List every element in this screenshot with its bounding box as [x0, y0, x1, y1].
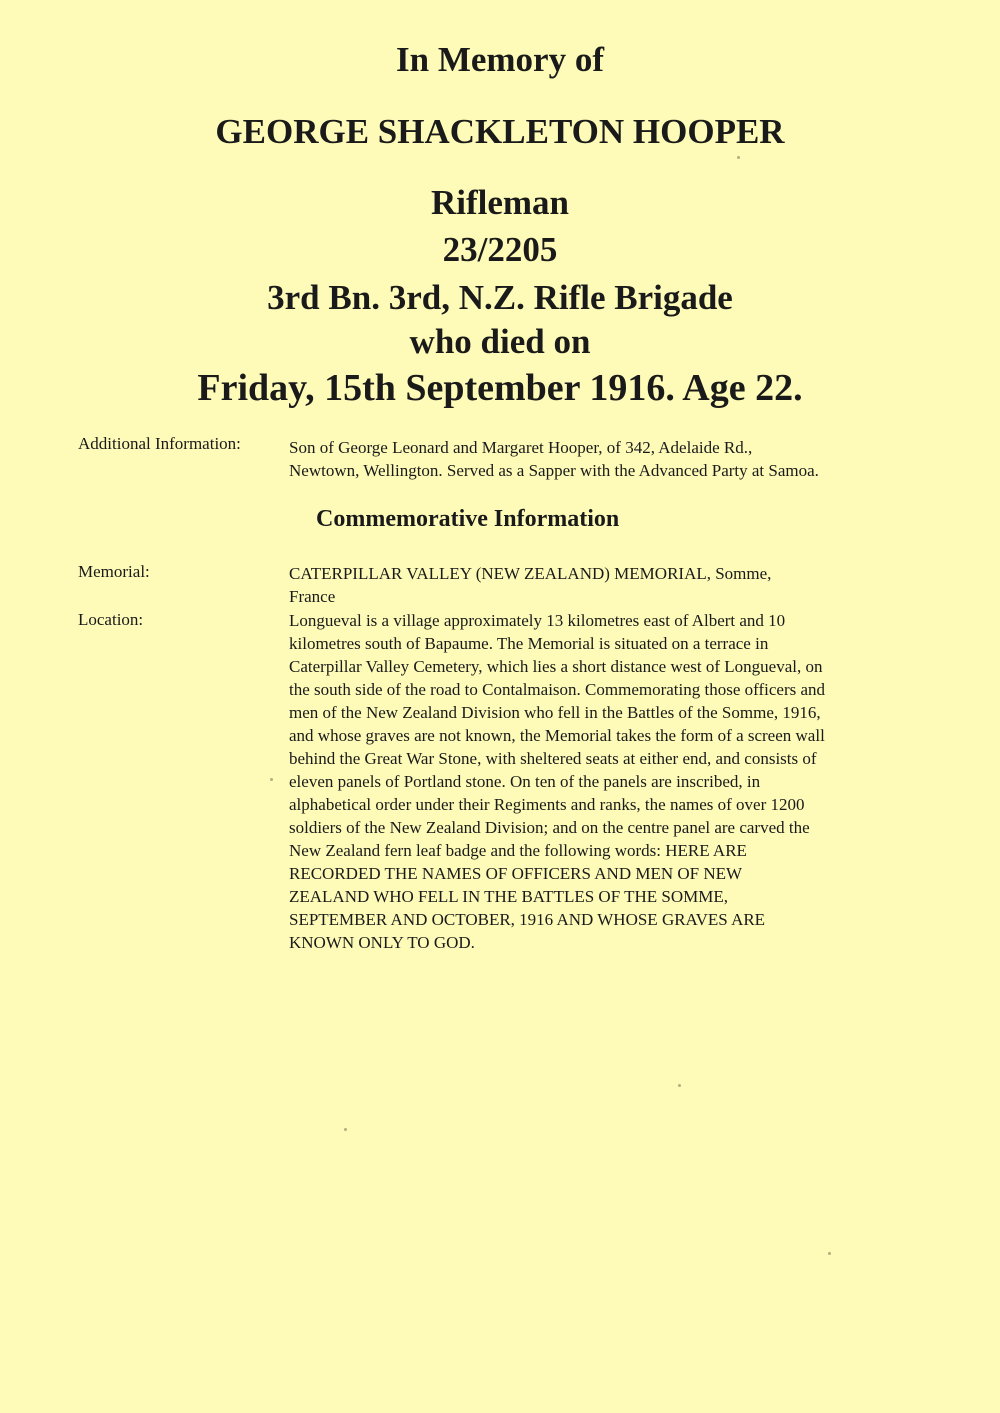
unit: 3rd Bn. 3rd, N.Z. Rifle Brigade	[267, 278, 733, 317]
paper-speck	[678, 1084, 681, 1087]
location-line: New Zealand fern leaf badge and the following words: HERE ARE	[289, 841, 747, 860]
died-line: who died on	[409, 322, 591, 361]
location-line: ZEALAND WHO FELL IN THE BATTLES OF THE SOMME,	[289, 887, 728, 906]
memorial-line: CATERPILLAR VALLEY (NEW ZEALAND) MEMORIAL, Somme,	[289, 564, 772, 583]
memorial-label: Memorial:	[78, 562, 150, 581]
location-line: Caterpillar Valley Cemetery, which lies a short distance west of Longueval, on	[289, 657, 823, 676]
additional-line: Newtown, Wellington. Served as a Sapper with the Advanced Party at Samoa.	[289, 461, 819, 480]
location-label: Location:	[78, 610, 144, 629]
location-line: men of the New Zealand Division who fell in the Battles of the Somme, 1916,	[289, 703, 821, 722]
location-line: Longueval is a village approximately 13 kilometres east of Albert and 10	[289, 611, 786, 630]
location-line: the south side of the road to Contalmaison. Commemorating those officers and	[289, 680, 826, 699]
rank: Rifleman	[430, 183, 570, 222]
commemorative-heading: Commemorative Information	[316, 506, 620, 532]
date-age: Friday, 15th September 1916. Age 22.	[197, 367, 803, 409]
location-line: kilometres south of Bapaume. The Memorial is situated on a terrace in	[289, 634, 769, 653]
location-line: RECORDED THE NAMES OF OFFICERS AND MEN OF NEW	[289, 864, 743, 883]
location-line: alphabetical order under their Regiments and ranks, the names of over 1200	[289, 795, 805, 814]
location-line: KNOWN ONLY TO GOD.	[289, 933, 475, 952]
location-line: behind the Great War Stone, with sheltered seats at either end, and consists of	[289, 749, 817, 768]
memory-heading: In Memory of	[395, 40, 604, 79]
soldier-name: GEORGE SHACKLETON HOOPER	[215, 112, 785, 151]
location-line: soldiers of the New Zealand Division; and on the centre panel are carved the	[289, 818, 810, 837]
location-line: SEPTEMBER AND OCTOBER, 1916 AND WHOSE GRAVES ARE	[289, 910, 766, 929]
additional-info-label: Additional Information:	[78, 434, 241, 453]
paper-speck	[344, 1128, 347, 1131]
additional-info-text	[289, 436, 934, 482]
service-number: 23/2205	[442, 230, 558, 269]
additional-line: Son of George Leonard and Margaret Hooper, of 342, Adelaide Rd.,	[289, 438, 753, 457]
memorial-text	[289, 562, 934, 608]
paper-speck	[828, 1252, 831, 1255]
memorial-line: France	[289, 587, 336, 606]
location-line: and whose graves are not known, the Memorial takes the form of a screen wall	[289, 726, 825, 745]
location-text	[289, 609, 934, 954]
paper-speck	[270, 778, 273, 781]
paper-speck	[737, 156, 740, 159]
location-line: eleven panels of Portland stone. On ten of the panels are inscribed, in	[289, 772, 761, 791]
